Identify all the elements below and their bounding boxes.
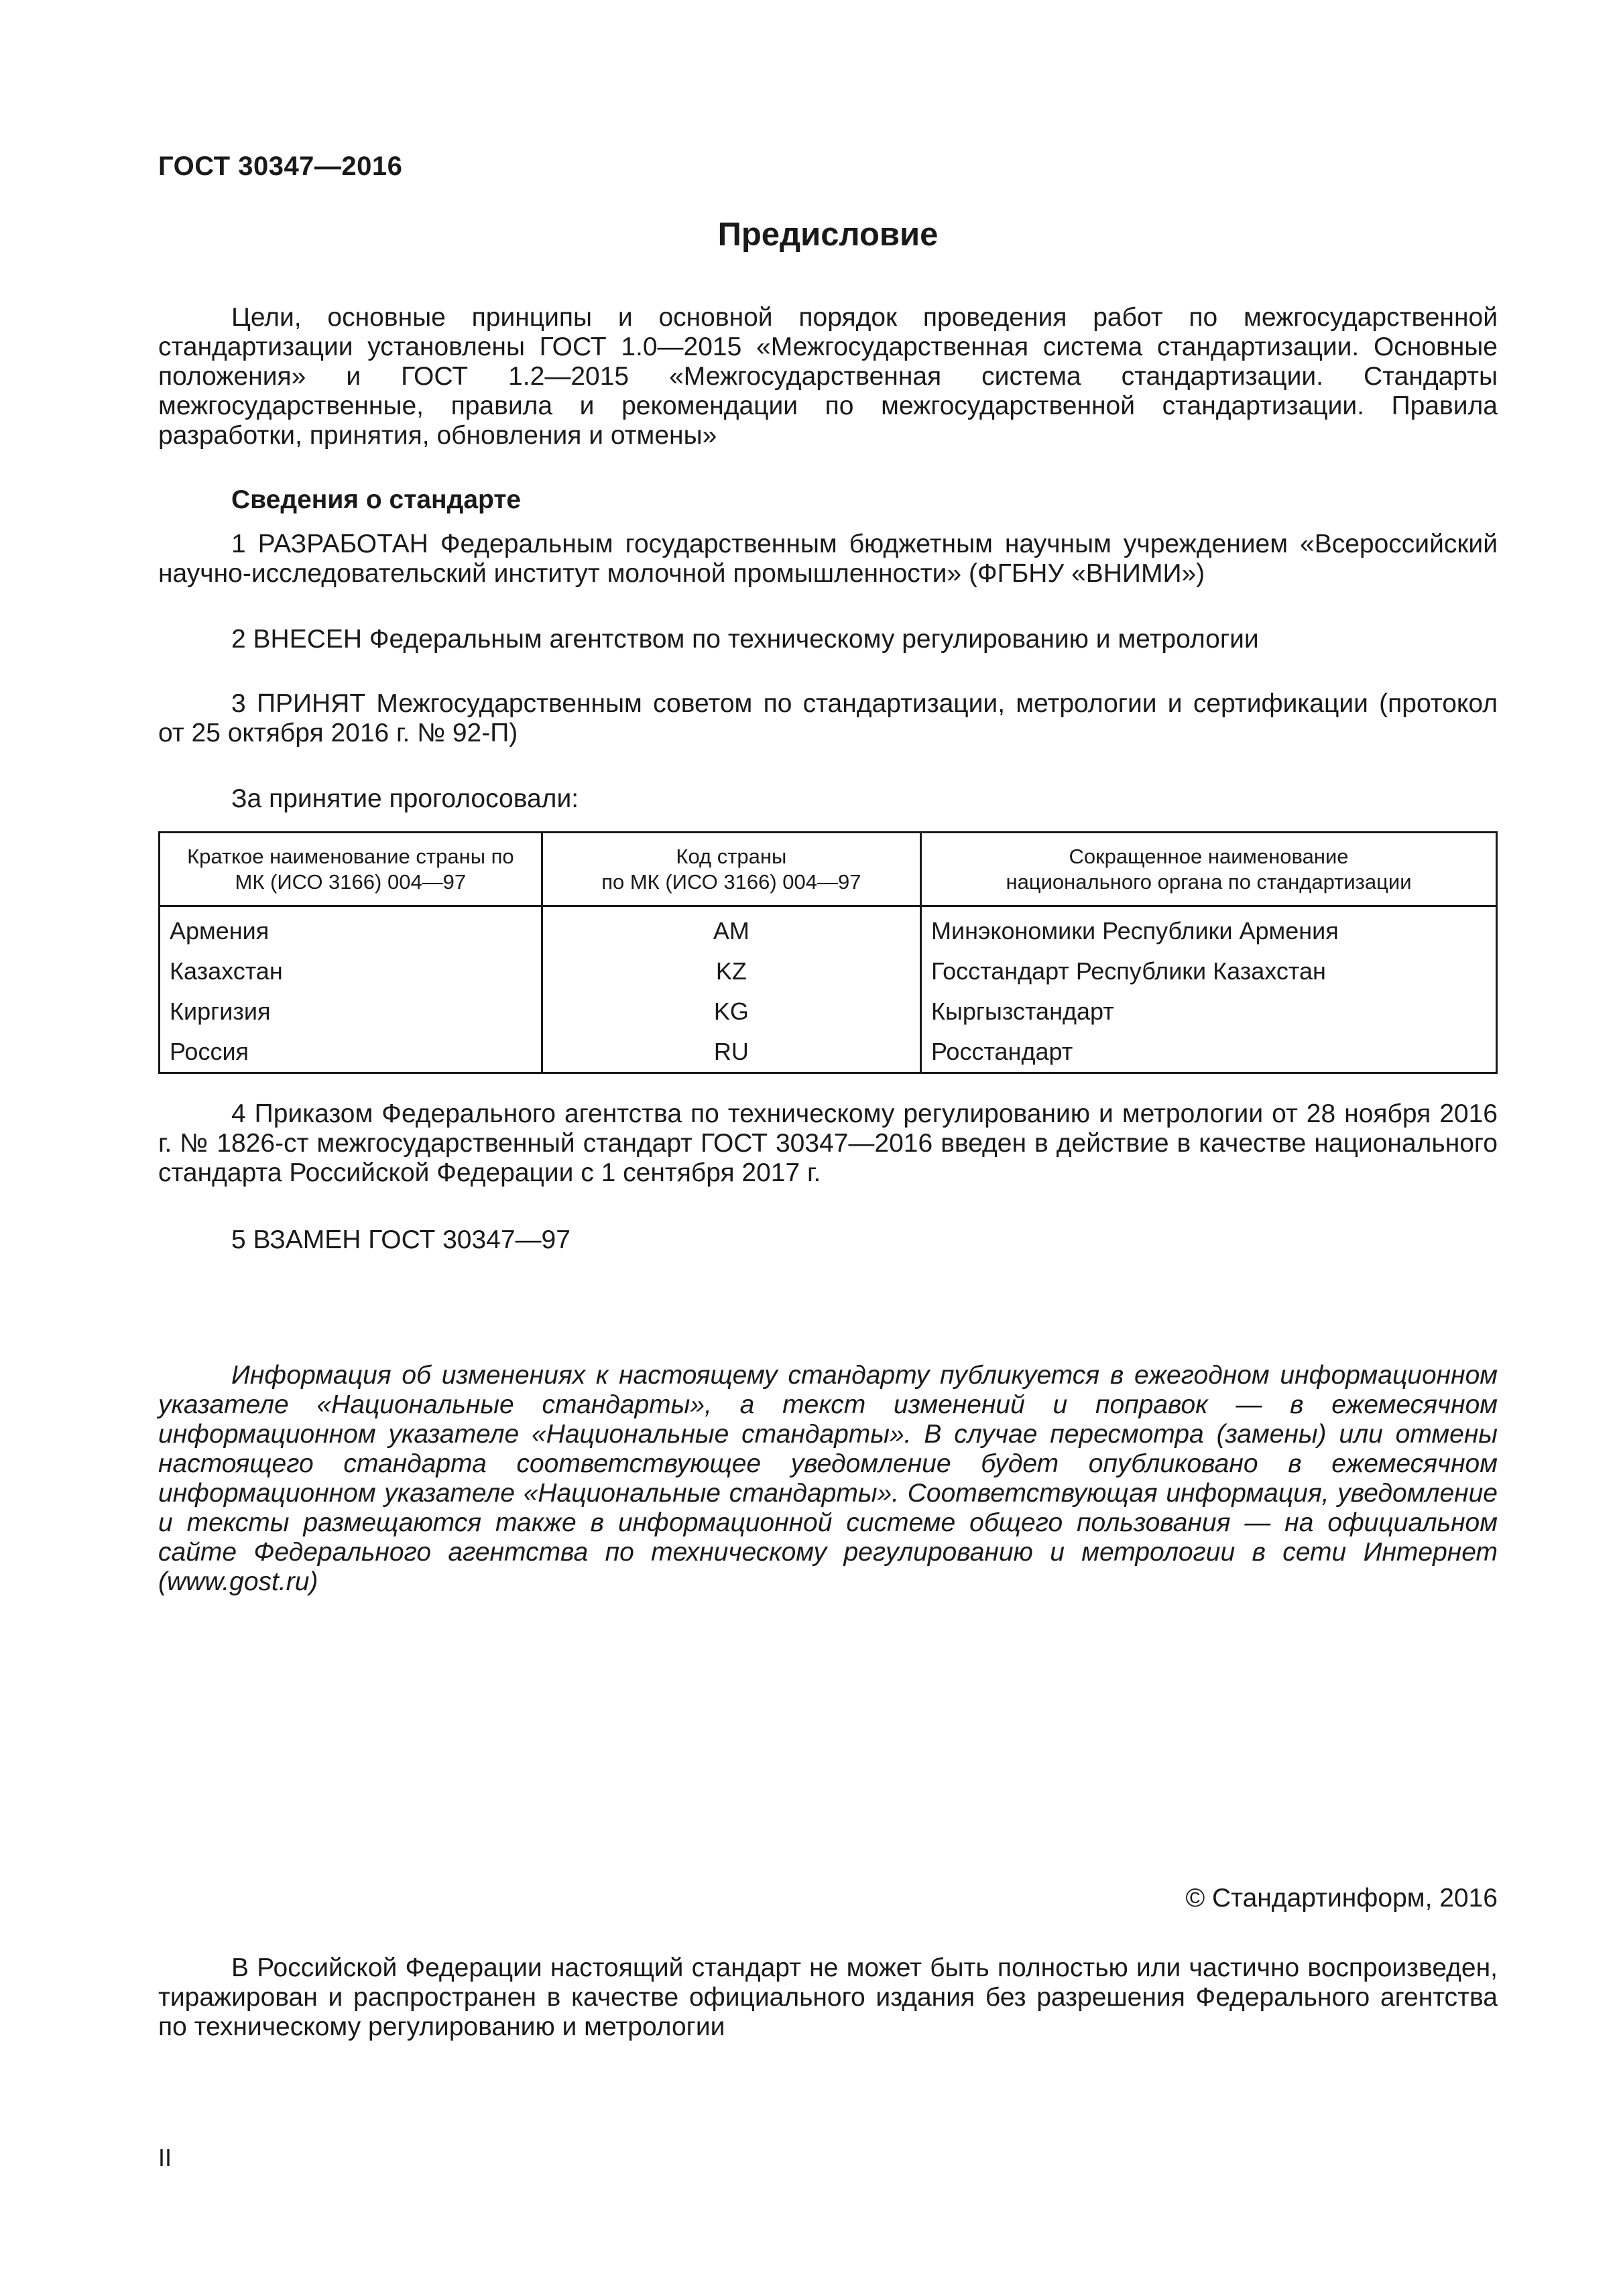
- header-country-name: Краткое наименование страны по МК (ИСО 3166) 004—97: [160, 833, 542, 906]
- page-title: Предисловие: [717, 217, 939, 253]
- voted-label: За принятие проголосовали:: [231, 784, 579, 813]
- item-3-adopted-by: 3 ПРИНЯТ Межгосударственным советом по стандартизации, метрологии и сертификации (протокол от 25 октября 2016 г. № 92-П): [158, 689, 1498, 747]
- header-country-code: Код страны по МК (ИСО 3166) 004—97: [542, 833, 920, 906]
- table-header-row: [160, 833, 1497, 906]
- standards-body-cell: Госстандарт Республики Казахстан: [921, 951, 1497, 991]
- country-name-cell: Армения: [160, 906, 542, 952]
- country-code-cell: KZ: [542, 951, 920, 991]
- standards-body-cell: Минэкономики Республики Армения: [921, 906, 1497, 952]
- intro-paragraph: Цели, основные принципы и основной порядок проведения работ по межгосударственной стандартизации установлены ГОСТ 1.0—2015 «Межгосударственная система стандартизации. Основные положения» и ГОСТ 1.2—2015 «Межгосударственная система стандартизации. Стандарты межгосударственные, правила и рекомендации по межгосударственной стандартизации. Правила разработки, принятия, обновления и отмены»: [158, 303, 1498, 450]
- item-5-replaces: 5 ВЗАМЕН ГОСТ 30347—97: [231, 1225, 570, 1254]
- country-name-cell: Россия: [160, 1032, 542, 1073]
- document-code: ГОСТ 30347—2016: [158, 152, 403, 181]
- about-standard-heading: Сведения о стандарте: [231, 485, 522, 514]
- reproduction-rights-notice: В Российской Федерации настоящий стандарт не может быть полностью или частично воспроизведен, тиражирован и распространен в качестве официального издания без разрешения Федерального агентства по техническому регулированию и метрологии: [158, 1953, 1498, 2041]
- page-number: II: [158, 2144, 172, 2171]
- table-row: [160, 951, 1497, 991]
- country-name-cell: Киргизия: [160, 991, 542, 1032]
- changes-info-notice: Информация об изменениях к настоящему стандарту публикуется в ежегодном информационном указателе «Национальные стандарты», а текст изменений и поправок — в ежемесячном информационном указателе «Национальные стандарты». В случае пересмотра (замены) или отмены настоящего стандарта соответствующее уведомление будет опубликовано в ежемесячном информационном указателе «Национальные стандарты». Соответствующая информация, уведомление и тексты размещаются также в информационной системе общего пользования — на официальном сайте Федерального агентства по техническому регулированию и метрологии в сети Интернет (www.gost.ru): [158, 1361, 1498, 1596]
- voting-countries-table: [158, 831, 1498, 1074]
- item-2-introduced-by: 2 ВНЕСЕН Федеральным агентством по техническому регулированию и метрологии: [231, 625, 1259, 654]
- country-code-cell: KG: [542, 991, 920, 1032]
- item-4-enacted-by: 4 Приказом Федерального агентства по техническому регулированию и метрологии от 28 ноября 2016 г. № 1826-ст межгосударственный стандарт ГОСТ 30347—2016 введен в действие в качестве национального стандарта Российской Федерации с 1 сентября 2017 г.: [158, 1099, 1498, 1187]
- standards-body-cell: Росстандарт: [921, 1032, 1497, 1073]
- document-page: [158, 0, 1498, 2296]
- table-row: [160, 1032, 1497, 1073]
- table-row: [160, 991, 1497, 1032]
- country-name-cell: Казахстан: [160, 951, 542, 991]
- country-code-cell: RU: [542, 1032, 920, 1073]
- table-row: [160, 906, 1497, 952]
- item-1-developed-by: 1 РАЗРАБОТАН Федеральным государственным бюджетным научным учреждением «Всероссийский научно-исследовательский институт молочной промышленности» (ФГБНУ «ВНИМИ»): [158, 530, 1498, 588]
- copyright-line: © Стандартинформ, 2016: [1185, 1884, 1498, 1913]
- country-code-cell: AM: [542, 906, 920, 952]
- header-standards-body: Сокращенное наименование национального органа по стандартизации: [921, 833, 1497, 906]
- standards-body-cell: Кыргызстандарт: [921, 991, 1497, 1032]
